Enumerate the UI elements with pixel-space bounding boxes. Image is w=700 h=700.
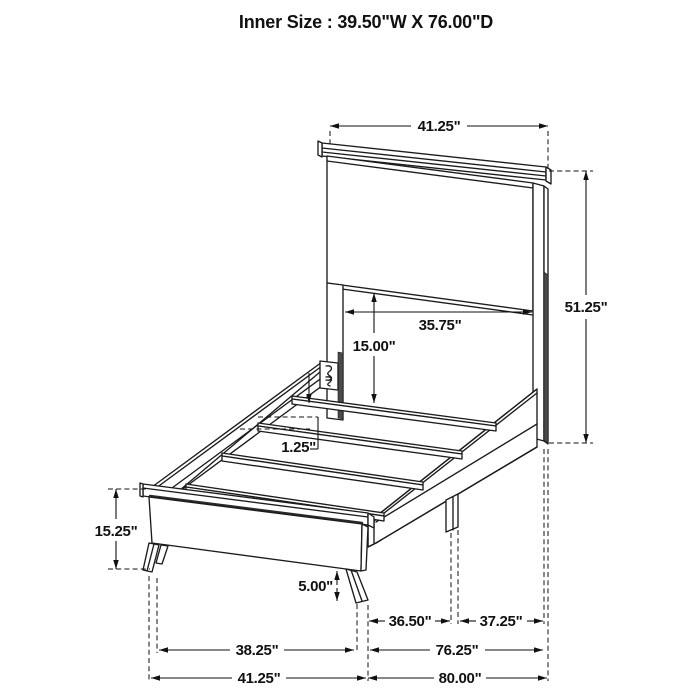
- dim-label-panel-to-slat: 15.00": [352, 338, 396, 355]
- dim-label-headboard-width: 41.25": [417, 118, 461, 135]
- dim-label-footboard-leg-span: 38.25": [235, 642, 279, 659]
- slat-3: [222, 453, 423, 490]
- slat-1: [292, 396, 496, 431]
- dim-label-overall-depth: 80.00": [438, 670, 482, 687]
- dim-label-front-to-center: 36.50": [388, 613, 432, 630]
- dim-front-leg-to-center-leg: [369, 613, 450, 630]
- dim-footboard-leg-span: [159, 642, 354, 659]
- dim-headboard-height: [549, 171, 608, 443]
- dim-headboard-inner-width: [345, 312, 532, 334]
- rail-bracket: [320, 361, 338, 390]
- dim-overall-width: [151, 670, 366, 687]
- dim-label-footboard-height: 15.25": [94, 523, 138, 540]
- dim-label-center-to-headboard: 37.25": [479, 613, 523, 630]
- headboard: [318, 141, 551, 444]
- footboard-left-leg: [143, 543, 168, 572]
- dim-label-headboard-height: 51.25": [564, 299, 608, 316]
- dim-label-rail-span: 76.25": [435, 642, 479, 659]
- center-support-leg: [446, 494, 458, 532]
- footboard: [140, 483, 374, 603]
- dim-footboard-height: [95, 489, 150, 569]
- dim-rail-span: [370, 642, 543, 659]
- dim-label-inner-width: 35.75": [418, 317, 462, 334]
- dim-overall-depth: [368, 670, 547, 687]
- dim-label-overall-width: 41.25": [237, 670, 281, 687]
- dim-center-leg-to-headboard: [460, 613, 543, 630]
- footboard-right-leg: [346, 569, 368, 603]
- dim-label-slat-thickness: 1.25": [281, 439, 316, 456]
- bed-drawing: [140, 141, 551, 603]
- dim-panel-to-slat: [353, 293, 396, 403]
- dim-label-leg-height: 5.00": [298, 578, 333, 595]
- page-title: Inner Size : 39.50"W X 76.00"D: [238, 12, 494, 32]
- dim-leg-height: [298, 571, 337, 601]
